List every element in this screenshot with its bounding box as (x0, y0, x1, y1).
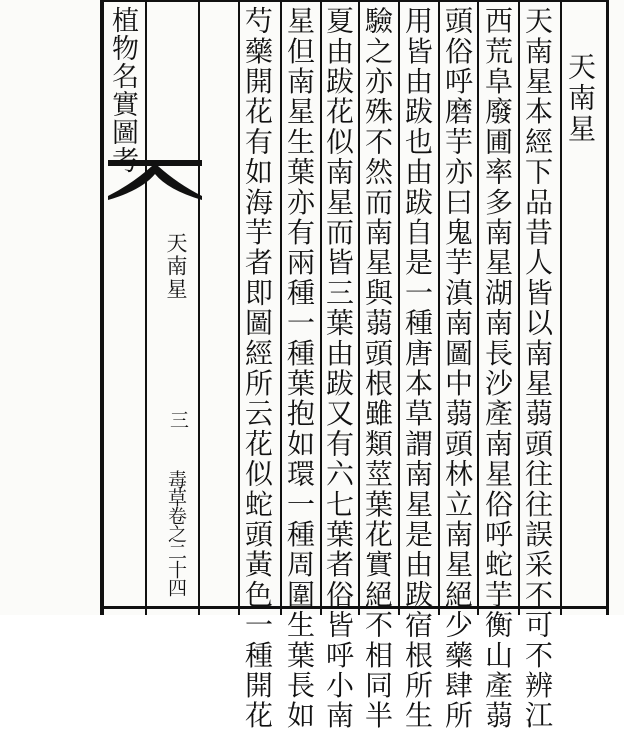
outer-frame-left (100, 0, 104, 615)
column-rule-2 (280, 0, 282, 615)
text-column-5: 驗之亦殊不然而南星與蒻頭根雖類莖葉花實絕不相同半 (361, 6, 394, 731)
outer-frame-right (606, 0, 609, 615)
column-rule-7 (477, 0, 479, 615)
book-title: 植物名實圖考 (107, 6, 138, 174)
entry-heading: 天南星 (564, 52, 597, 145)
column-rule-9 (560, 0, 562, 615)
section-label: 天南星 (164, 232, 188, 301)
column-rule-1 (238, 0, 240, 615)
page-label: 毒草卷之二十四 (165, 470, 187, 596)
text-column-3: 頭俗呼磨芋亦曰鬼芋滇南圖中蒻頭林立南星絕少藥肆所 (441, 6, 474, 731)
text-column-6: 夏由跋花似南星而皆三葉由跋又有六七葉者俗皆呼小南 (322, 6, 355, 731)
text-column-4: 用皆由跋也由跋自是一種唐本草謂南星是由跋宿根所生 (401, 6, 434, 731)
text-column-1: 天南星本經下品昔人皆以南星蒻頭往往誤采不可不辨江 (521, 6, 554, 731)
top-rule (100, 0, 609, 2)
spine-line-right (198, 0, 200, 615)
column-rule-4 (358, 0, 360, 615)
text-column-7: 星但南星生葉亦有兩種一種葉抱如環一種周圍生葉長如 (283, 6, 316, 731)
column-rule-6 (438, 0, 440, 615)
spine-line-left (145, 0, 147, 615)
fold-mark: 三 (167, 410, 189, 429)
text-column-8: 芍藥開花有如海芋者即圖經所云花似蛇頭黃色一種開花 (241, 6, 274, 731)
column-rule-8 (518, 0, 520, 615)
text-column-2: 西荒阜廢圃率多南星湖南長沙產南星俗呼蛇芋衡山產蒻 (481, 6, 514, 731)
column-rule-5 (398, 0, 400, 615)
